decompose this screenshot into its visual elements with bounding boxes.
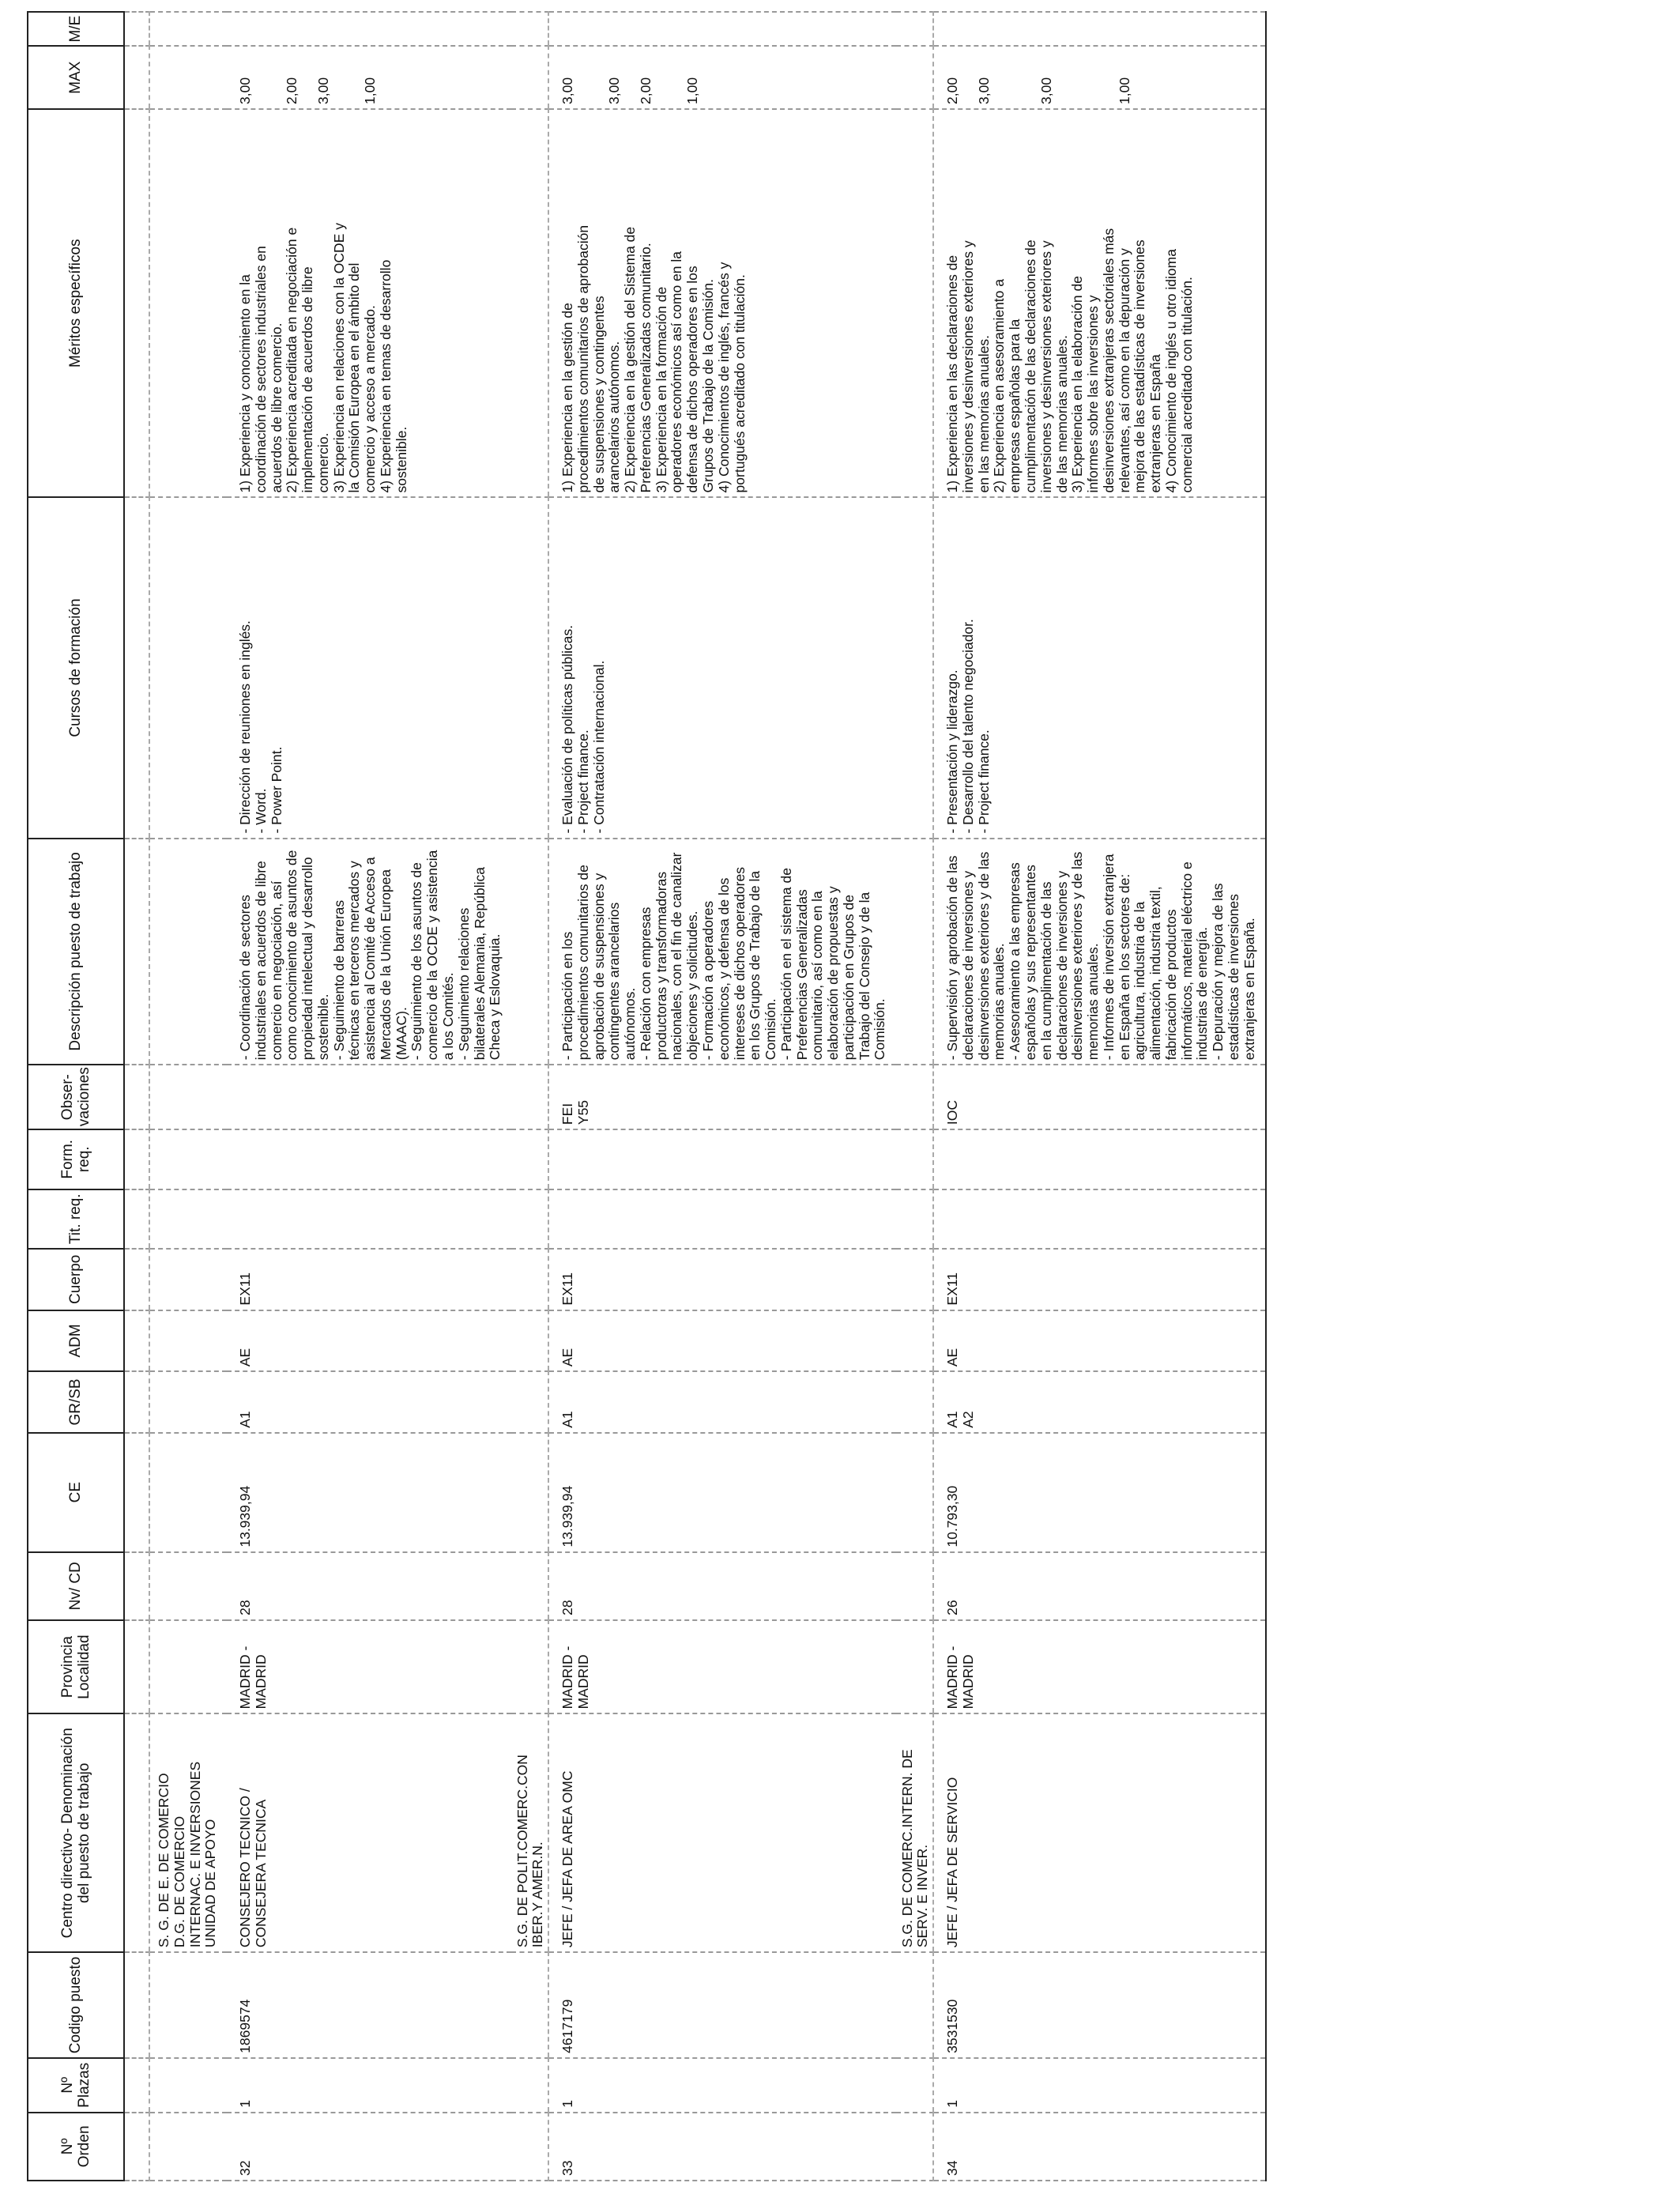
cell-cursos: - Evaluación de políticas públicas. - Project finance. - Contratación internacional. xyxy=(548,497,896,838)
header-centro: Centro directivo- Denominación del puesto de trabajo xyxy=(28,1713,124,1952)
cell-obs: IOC xyxy=(933,1065,1266,1129)
cell-grupo: A1 xyxy=(548,1371,896,1433)
cell-puesto: JEFE / JEFA DE AREA OMC xyxy=(548,1713,896,1952)
header-descripcion: Descripción puesto de trabajo xyxy=(28,839,124,1065)
separator-row xyxy=(124,12,149,2181)
header-cursos: Cursos de formación xyxy=(28,497,124,838)
positions-table xyxy=(27,11,1267,2181)
cell-orden: 32 xyxy=(227,2113,511,2181)
cell-ce: 10.793,30 xyxy=(933,1433,1266,1552)
cell-max: 2,00 3,00 3,00 1,00 xyxy=(933,46,1266,109)
separator-row xyxy=(896,12,933,2181)
header-max: MAX xyxy=(28,46,124,109)
table-row xyxy=(227,12,511,2181)
header-row xyxy=(28,12,124,2181)
cell-codigo: 4617179 xyxy=(548,1952,896,2058)
cell-meritos: 1) Experiencia y conocimiento en la coordinación de sectores industriales en acuerdos de libre comercio. 2) Experiencia acreditada en negociación e implementación de acuerdos de libre comercio. 3) Experiencia en relaciones con la OCDE y la Comisión Europea en el ámbito del comercio y acceso a mercado. 4) Experiencia en temas de desarrollo sostenible. xyxy=(227,109,511,497)
subunit-header: S.G. DE POLIT.COMERC.CON IBER.Y AMER.N. xyxy=(511,1713,548,1952)
cell-plazas: 1 xyxy=(933,2058,1266,2113)
cell-cursos: - Dirección de reuniones en inglés. - Word. - Power Point. xyxy=(227,497,511,838)
cell-ce: 13.939,94 xyxy=(548,1433,896,1552)
cell-tit xyxy=(933,1189,1266,1249)
unit-header: S. G. DE E. DE COMERCIO D.G. DE COMERCIO INTERNAC. E INVERSIONES UNIDAD DE APOYO xyxy=(149,1713,227,1952)
cell-me xyxy=(548,12,896,46)
cell-codigo: 1869574 xyxy=(227,1952,511,2058)
cell-cuerpo: EX11 xyxy=(227,1249,511,1310)
cell-form xyxy=(548,1129,896,1189)
header-plazas: Nº Plazas xyxy=(28,2058,124,2113)
cell-meritos: 1) Experiencia en las declaraciones de inversiones y desinversiones exteriores y en las memorias anuales. 2) Experiencia en asesoramiento a empresas españolas para la cumplimentación de las declaraciones de inversiones y desinversiones exteriores y de las memorias anuales. 3) Experiencia en la elaboración de informes sobre las inversiones y desinversiones extranjeras sectoriales más relevantes, así como en la depuración y mejora de las estadísticas de inversiones extranjeras en España 4) Conocimiento de inglés u otro idioma comercial acreditado con titulación. xyxy=(933,109,1266,497)
cell-cursos: - Presentación y liderazgo. - Desarrollo del talento negociador. - Project finance. xyxy=(933,497,1266,838)
header-codigo: Codigo puesto xyxy=(28,1952,124,2058)
cell-descripcion: - Supervisión y aprobación de las declaraciones de inversiones y desinversiones exteriores y de las memorias anuales. - Asesoramiento a las empresas españolas y sus representantes en la cumplimentación de las declaraciones de inversiones y desinversiones exteriores y de las memorias anuales. - Informes de inversión extranjera en España en los sectores de: agricultura, industria de la alimentación, industria textil, fabricación de productos informáticos, material eléctrico e industrias de energía. - Depuración y mejora de las estadísticas de inversiones extranjeras en España. xyxy=(933,839,1266,1065)
cell-cuerpo: EX11 xyxy=(548,1249,896,1310)
cell-ce: 13.939,94 xyxy=(227,1433,511,1552)
header-orden: Nº Orden xyxy=(28,2113,124,2181)
cell-me xyxy=(227,12,511,46)
cell-form xyxy=(227,1129,511,1189)
cell-codigo: 3531530 xyxy=(933,1952,1266,2058)
cell-descripcion: - Participación en los procedimientos comunitarios de aprobación de suspensiones y contingentes arancelarios autónomos. - Relación con empresas productoras y transformadoras nacionales, con el fin de canalizar objeciones y solicitudes. - Formación a operadores económicos, y defensa de los intereses de dichos operadores en los Grupos de Trabajo de la Comisión. - Participación en el sistema de Preferencias Generalizadas comunitario, así como en la elaboración de propuestas y participación en Grupos de Trabajo del Consejo y de la Comisión. xyxy=(548,839,896,1065)
header-meritos: Méritos específicos xyxy=(28,109,124,497)
table-row xyxy=(548,12,896,2181)
header-cuerpo: Cuerpo xyxy=(28,1249,124,1310)
cell-adm: AE xyxy=(548,1310,896,1372)
cell-plazas: 1 xyxy=(548,2058,896,2113)
header-grupo: GR/SB xyxy=(28,1371,124,1433)
cell-nivel: 26 xyxy=(933,1552,1266,1620)
unit-header-row xyxy=(149,12,227,2181)
cell-grupo: A1 A2 xyxy=(933,1371,1266,1433)
header-form: Form. req. xyxy=(28,1129,124,1189)
cell-plazas: 1 xyxy=(227,2058,511,2113)
cell-cuerpo: EX11 xyxy=(933,1249,1266,1310)
cell-tit xyxy=(548,1189,896,1249)
cell-meritos: 1) Experiencia en la gestión de procedimientos comunitarios de aprobación de suspensiones y contingentes arancelarios autónomos. 2) Experiencia en la gestión del Sistema de Preferencias Generalizadas comunitario. 3) Experiencia en la formación de operadores económicos así como en la defensa de dichos operadores en los Grupos de Trabajo de la Comisión. 4) Conocimientos de inglés, francés y portugués acreditado con titulación. xyxy=(548,109,896,497)
cell-grupo: A1 xyxy=(227,1371,511,1433)
cell-provincia: MADRID - MADRID xyxy=(548,1620,896,1714)
cell-nivel: 28 xyxy=(548,1552,896,1620)
cell-provincia: MADRID - MADRID xyxy=(227,1620,511,1714)
cell-form xyxy=(933,1129,1266,1189)
header-tit: Tit. req. xyxy=(28,1189,124,1249)
table-row xyxy=(933,12,1266,2181)
cell-orden: 34 xyxy=(933,2113,1266,2181)
cell-adm: AE xyxy=(227,1310,511,1372)
separator-row xyxy=(511,12,548,2181)
header-provincia: Provincia Localidad xyxy=(28,1620,124,1714)
cell-descripcion: - Coordinación de sectores industriales en acuerdos de libre comercio en negociación, así como conocimiento de asuntos de propiedad intelectual y desarrollo sostenible. - Seguimiento de barreras técnicas en terceros mercados y asistencia al Comité de Acceso a Mercados de la Unión Europea (MAAC). - Seguimiento de los asuntos de comercio de la OCDE y asistencia a los Comités. - Seguimiento relaciones bilaterales Alemania, República Checa y Eslovaquia. xyxy=(227,839,511,1065)
subunit-header: S.G. DE COMERC.INTERN. DE SERV. E INVER. xyxy=(896,1713,933,1952)
cell-tit xyxy=(227,1189,511,1249)
header-nivel: Nv/ CD xyxy=(28,1552,124,1620)
cell-puesto: CONSEJERO TECNICO / CONSEJERA TECNICA xyxy=(227,1713,511,1952)
cell-obs: FEI Y55 xyxy=(548,1065,896,1129)
cell-obs xyxy=(227,1065,511,1129)
cell-puesto: JEFE / JEFA DE SERVICIO xyxy=(933,1713,1266,1952)
header-obs: Obser- vaciones xyxy=(28,1065,124,1129)
header-me: M/E xyxy=(28,12,124,46)
cell-max: 3,00 2,00 3,00 1,00 xyxy=(227,46,511,109)
cell-me xyxy=(933,12,1266,46)
cell-nivel: 28 xyxy=(227,1552,511,1620)
cell-orden: 33 xyxy=(548,2113,896,2181)
cell-max: 3,00 3,00 2,00 1,00 xyxy=(548,46,896,109)
header-adm: ADM xyxy=(28,1310,124,1372)
cell-adm: AE xyxy=(933,1310,1266,1372)
cell-provincia: MADRID - MADRID xyxy=(933,1620,1266,1714)
header-ce: CE xyxy=(28,1433,124,1552)
